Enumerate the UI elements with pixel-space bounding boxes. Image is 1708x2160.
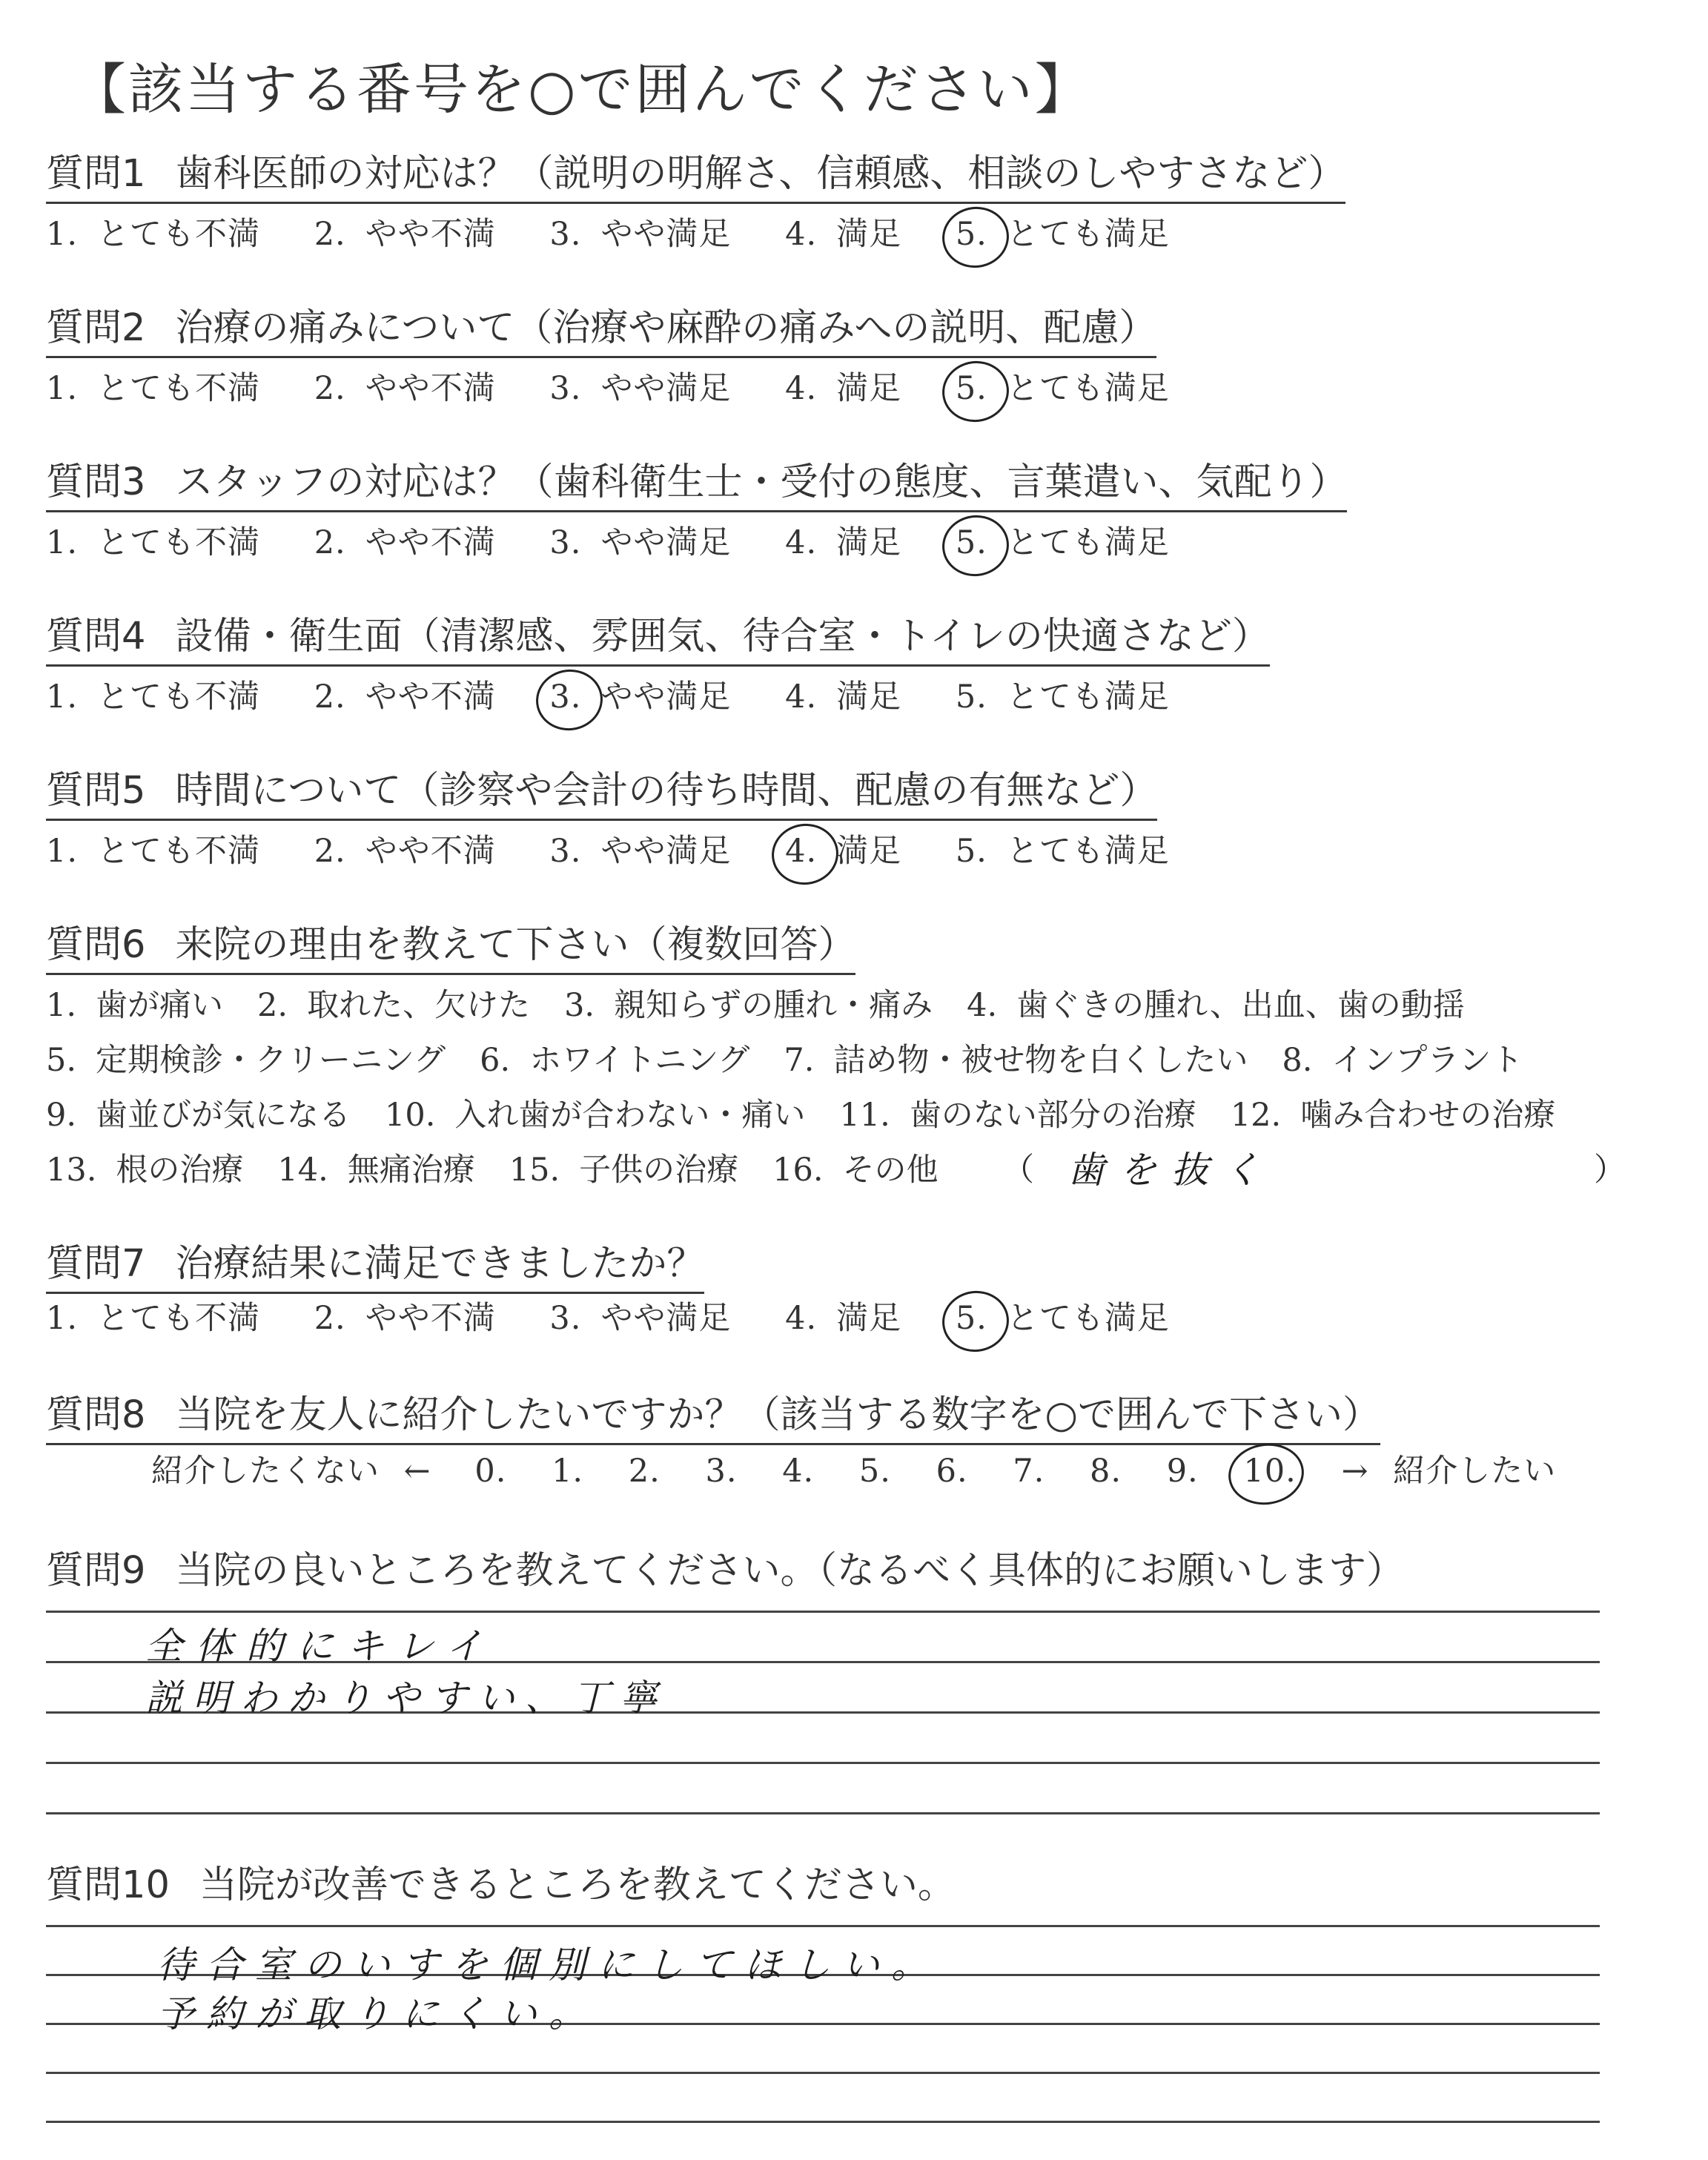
question-text: 治療の痛みについて（治療や麻酔の痛みへの説明、配慮） (175, 306, 1157, 350)
scale-option[interactable]: 5. (858, 1453, 891, 1490)
question-number: 質問8 (46, 1393, 146, 1437)
option-label: 詰め物・被せ物を白くしたい (833, 1042, 1248, 1079)
question-number: 質問2 (46, 306, 146, 350)
option-number[interactable]: 6. (480, 1042, 511, 1079)
right-arrow-icon: → (1341, 1453, 1369, 1490)
option-number[interactable]: 5. (955, 678, 987, 716)
option-label: やや満足 (600, 678, 732, 716)
option-label: 歯が痛い (96, 987, 224, 1024)
question-number: 質問10 (46, 1863, 170, 1907)
question-6-row-2[interactable] (46, 1035, 1557, 1080)
option-label: とても不満 (97, 370, 261, 407)
option-label: とても不満 (97, 524, 261, 561)
option-number-selected[interactable]: 3. (549, 678, 582, 716)
option-label: とても不満 (97, 1300, 261, 1337)
option-label: 満足 (836, 833, 902, 870)
option-number[interactable]: 11. (839, 1097, 890, 1134)
option-number[interactable]: 4. (785, 216, 818, 253)
question-7-options[interactable] (46, 1293, 1213, 1338)
answer-line (46, 1812, 1600, 1814)
option-label: 満足 (836, 370, 902, 407)
question-3-options[interactable] (46, 518, 1213, 563)
question-text: 来院の理由を教えて下さい（複数回答） (175, 923, 856, 967)
option-label: 入れ歯が合わない・痛い (454, 1097, 806, 1134)
option-number[interactable]: 2. (314, 216, 346, 253)
question-text: 設備・衛生面（清潔感、雰囲気、待合室・トイレの快適さなど） (175, 615, 1270, 658)
question-1-title (46, 142, 1345, 204)
answer-line (46, 1762, 1600, 1764)
option-number[interactable]: 7. (784, 1042, 815, 1079)
question-6-row-3[interactable] (46, 1090, 1589, 1135)
question-text: 歯科医師の対応は？（説明の明解さ、信頼感、相談のしやすさなど） (175, 152, 1346, 196)
option-label: 満足 (836, 1300, 902, 1337)
option-number[interactable]: 12. (1230, 1097, 1282, 1134)
option-number-selected[interactable]: 4. (785, 833, 818, 870)
question-3-title (46, 451, 1347, 512)
option-label: やや満足 (600, 1300, 732, 1337)
question-6-title (46, 914, 855, 975)
scale-option-selected[interactable]: 10. (1243, 1453, 1297, 1490)
option-label: 満足 (836, 216, 902, 253)
option-number[interactable]: 8. (1282, 1042, 1313, 1079)
question-8-title (46, 1384, 1380, 1445)
answer-line (46, 2072, 1600, 2074)
option-label: とても満足 (1006, 678, 1170, 716)
option-label: やや不満 (365, 1300, 496, 1337)
option-label: やや不満 (365, 524, 496, 561)
option-label: やや不満 (365, 833, 496, 870)
option-label: インプラント (1331, 1042, 1523, 1079)
scale-option[interactable]: 6. (936, 1453, 968, 1490)
question-text: 当院の良いところを教えてください。（なるべく具体的にお願いします） (175, 1549, 1404, 1593)
form-header: 【該当する番号を○で囲んでください】 (71, 58, 1092, 122)
option-label: とても満足 (1006, 1300, 1170, 1337)
option-label: その他 (842, 1152, 939, 1189)
option-label: やや満足 (600, 216, 732, 253)
option-number[interactable]: 3. (549, 370, 582, 407)
option-label: 満足 (836, 678, 902, 716)
option-number-selected[interactable]: 5. (955, 216, 987, 253)
option-number[interactable]: 13. (46, 1152, 97, 1189)
option-label: やや満足 (600, 524, 732, 561)
question-1-options[interactable] (46, 209, 1213, 254)
option-number[interactable]: 9. (46, 1097, 77, 1134)
option-label: とても満足 (1006, 524, 1170, 561)
question-number: 質問9 (46, 1549, 146, 1593)
question-text: 治療結果に満足できましたか？ (175, 1242, 705, 1286)
other-paren-open: （ (1002, 1152, 1034, 1189)
option-number[interactable]: 4. (785, 370, 818, 407)
option-label: 歯ぐきの腫れ、出血、歯の動揺 (1016, 987, 1465, 1024)
answer-line (46, 1925, 1600, 1927)
option-label: とても満足 (1006, 370, 1170, 407)
question-10-answer-1[interactable]: 待合室のいすを個別にしてほしい。 (157, 1943, 940, 1986)
option-label: 歯のない部分の治療 (909, 1097, 1196, 1134)
option-label: やや不満 (365, 370, 496, 407)
option-number[interactable]: 3. (549, 833, 582, 870)
option-label: とても満足 (1006, 216, 1170, 253)
option-number[interactable]: 3. (549, 1300, 582, 1337)
question-6-row-4[interactable] (46, 1145, 939, 1190)
other-paren-close: ） (1594, 1152, 1626, 1189)
question-7-title (46, 1232, 704, 1294)
option-number[interactable]: 16. (772, 1152, 824, 1189)
question-9-title (46, 1539, 1404, 1599)
question-2-options[interactable] (46, 363, 1213, 409)
question-number: 質問4 (46, 615, 146, 658)
option-label: とても満足 (1006, 833, 1170, 870)
option-number[interactable]: 1. (46, 370, 79, 407)
option-number[interactable]: 2. (314, 678, 346, 716)
question-number: 質問3 (46, 460, 146, 504)
question-number: 質問7 (46, 1242, 146, 1286)
option-number[interactable]: 4. (785, 678, 818, 716)
option-number[interactable]: 2. (314, 1300, 346, 1337)
option-number[interactable]: 3. (564, 987, 595, 1024)
option-label: 歯並びが気になる (96, 1097, 351, 1134)
scale-option[interactable]: 9. (1166, 1453, 1199, 1490)
question-9-answer-1[interactable]: 全体的にキレイ (145, 1625, 496, 1668)
option-number[interactable]: 4. (967, 987, 998, 1024)
option-label: 親知らずの腫れ・痛み (614, 987, 933, 1024)
scale-option[interactable]: 3. (705, 1453, 738, 1490)
question-text: スタッフの対応は？（歯科衛生士・受付の態度、言葉遣い、気配り） (175, 460, 1348, 504)
option-number[interactable]: 2. (257, 987, 288, 1024)
option-number[interactable]: 4. (785, 524, 818, 561)
option-label: やや不満 (365, 216, 496, 253)
question-text: 当院が改善できるところを教えてください。 (199, 1863, 956, 1907)
option-label: 取れた、欠けた (307, 987, 531, 1024)
option-number[interactable]: 2. (314, 524, 346, 561)
scale-left-label: 紹介したくない (151, 1453, 380, 1490)
option-number[interactable]: 3. (549, 524, 582, 561)
option-number[interactable]: 1. (46, 987, 77, 1024)
option-label: 定期検診・クリーニング (96, 1042, 446, 1079)
option-number[interactable]: 1. (46, 1300, 79, 1337)
option-number[interactable]: 5. (955, 833, 987, 870)
option-number-selected[interactable]: 5. (955, 524, 987, 561)
question-text: 時間について（診察や会計の待ち時間、配慮の有無など） (175, 769, 1158, 813)
option-label: 根の治療 (116, 1152, 244, 1189)
option-label: とても不満 (97, 833, 261, 870)
question-number: 質問1 (46, 152, 146, 196)
option-number[interactable]: 14. (277, 1152, 328, 1189)
question-text: 当院を友人に紹介したいですか？（該当する数字を○で囲んで下さい） (175, 1393, 1380, 1437)
scale-option[interactable]: 2. (628, 1453, 661, 1490)
option-label: 無痛治療 (347, 1152, 475, 1189)
question-number: 質問5 (46, 769, 146, 813)
option-label: やや満足 (600, 833, 732, 870)
option-label: とても不満 (97, 216, 261, 253)
question-10-answer-2[interactable]: 予約が取りにくい。 (157, 1992, 598, 2035)
option-number[interactable]: 2. (314, 833, 346, 870)
left-arrow-icon: ← (403, 1453, 431, 1490)
option-number[interactable]: 4. (785, 1300, 818, 1337)
option-number-selected[interactable]: 5. (955, 1300, 987, 1337)
answer-line (46, 1611, 1600, 1613)
option-number[interactable]: 2. (314, 370, 346, 407)
question-10-title (46, 1854, 956, 1913)
scale-option[interactable]: 4. (782, 1453, 815, 1490)
option-label: とても不満 (97, 678, 261, 716)
scale-option[interactable]: 7. (1013, 1453, 1045, 1490)
question-5-title (46, 759, 1157, 821)
option-number[interactable]: 1. (46, 678, 79, 716)
scale-option[interactable]: 1. (552, 1453, 584, 1490)
answer-line (46, 2121, 1600, 2123)
question-4-title (46, 605, 1270, 667)
option-number[interactable]: 5. (46, 1042, 77, 1079)
option-number[interactable]: 3. (549, 216, 582, 253)
option-number[interactable]: 1. (46, 216, 79, 253)
option-number[interactable]: 1. (46, 524, 79, 561)
question-number: 質問6 (46, 923, 146, 967)
option-label: やや満足 (600, 370, 732, 407)
question-9-answer-2[interactable]: 説明わかりやすい、丁寧 (145, 1677, 667, 1720)
option-label: 子供の治療 (579, 1152, 739, 1189)
option-number[interactable]: 15. (509, 1152, 560, 1189)
question-6-row-1[interactable] (46, 980, 1499, 1025)
option-number[interactable]: 1. (46, 833, 79, 870)
question-8-scale[interactable] (151, 1446, 1556, 1491)
scale-right-label: 紹介したい (1393, 1453, 1557, 1490)
option-number[interactable]: 10. (385, 1097, 436, 1134)
option-number-selected[interactable]: 5. (955, 370, 987, 407)
question-4-options[interactable] (46, 672, 1213, 717)
option-label: 満足 (836, 524, 902, 561)
scale-option[interactable]: 8. (1090, 1453, 1122, 1490)
question-5-options[interactable] (46, 826, 1213, 871)
question-2-title (46, 297, 1156, 358)
option-label: ホワイトニング (529, 1042, 750, 1079)
scale-option[interactable]: 0. (474, 1453, 507, 1490)
option-label: やや不満 (365, 678, 496, 716)
option-label: 噛み合わせの治療 (1300, 1097, 1556, 1134)
other-answer-field[interactable]: 歯を抜く (1068, 1149, 1275, 1192)
